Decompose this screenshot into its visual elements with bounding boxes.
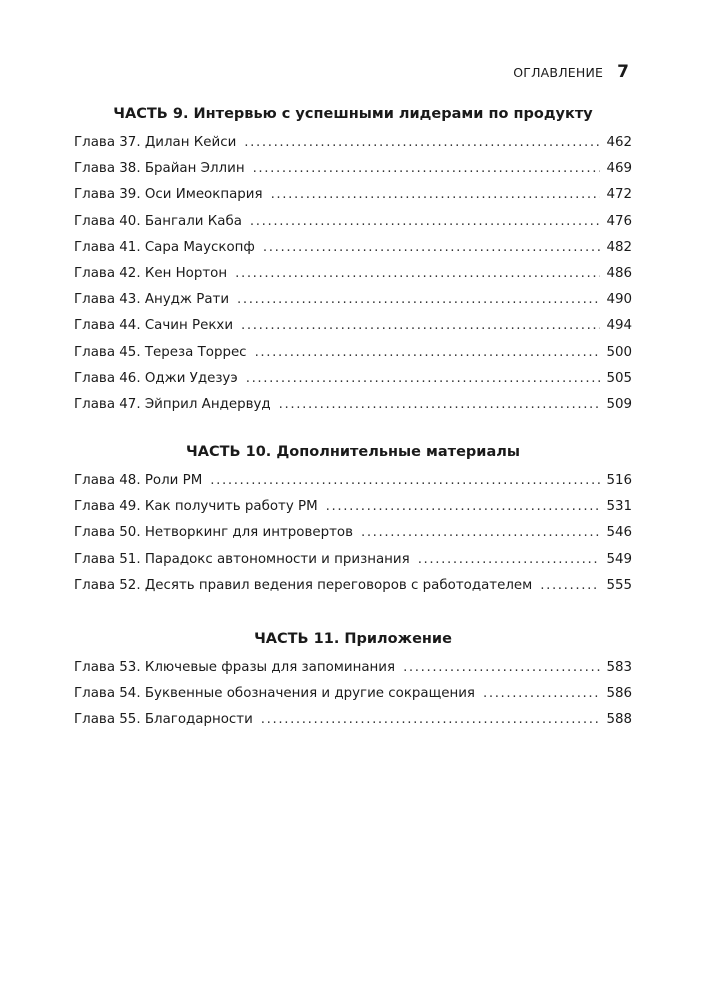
- dot-leader: [279, 392, 601, 418]
- chapter-title: Глава 53. Ключевые фразы для запоминания: [74, 660, 396, 675]
- chapter-title: Глава 39. Оси Имеокпария: [74, 187, 263, 203]
- dot-leader: [246, 366, 601, 392]
- dot-leader: [235, 261, 600, 287]
- toc-entry[interactable]: [74, 340, 632, 366]
- chapter-page: 490: [606, 292, 632, 308]
- toc-entry[interactable]: [74, 130, 632, 156]
- dot-leader: [237, 287, 600, 313]
- dot-leader: [261, 707, 601, 733]
- toc-entry[interactable]: [74, 573, 632, 599]
- chapter-title: Глава 38. Брайан Эллин: [74, 161, 245, 177]
- toc-entry[interactable]: [74, 156, 632, 182]
- dot-leader: [253, 156, 601, 182]
- spacer: [74, 599, 632, 625]
- dot-leader: [483, 681, 600, 707]
- toc-entry[interactable]: [74, 468, 632, 494]
- dot-leader: [250, 209, 601, 235]
- toc-part-9: [74, 100, 632, 418]
- toc-entry[interactable]: [74, 520, 632, 546]
- chapter-page: 531: [606, 499, 632, 515]
- dot-leader: [255, 340, 601, 366]
- chapter-title: Глава 52. Десять правил ведения переговоров с работодателем: [74, 577, 533, 593]
- chapter-page: 472: [606, 187, 632, 203]
- chapter-title: Глава 40. Бангали Каба: [74, 213, 242, 229]
- chapter-title: Глава 55. Благодарности: [74, 712, 253, 728]
- chapter-title: Глава 42. Кен Нортон: [74, 265, 228, 281]
- chapter-page: 583: [606, 660, 632, 675]
- chapter-page: 546: [606, 525, 632, 541]
- chapter-title: Глава 50. Нетворкинг для интровертов: [74, 525, 353, 541]
- spacer: [74, 418, 632, 438]
- chapter-title: Глава 41. Сара Маускопф: [74, 239, 255, 255]
- chapter-page: 494: [606, 318, 632, 334]
- chapter-page: 500: [606, 344, 632, 360]
- chapter-title: Глава 45. Тереза Торрес: [74, 344, 247, 360]
- chapter-page: 486: [606, 265, 632, 281]
- toc-entry[interactable]: [74, 313, 632, 339]
- section-title: ОГЛАВЛЕНИЕ: [513, 65, 604, 80]
- toc-entry[interactable]: [74, 209, 632, 235]
- toc-entry[interactable]: [74, 287, 632, 313]
- dot-leader: [361, 520, 600, 546]
- chapter-page: 509: [606, 396, 632, 412]
- toc-entry[interactable]: [74, 392, 632, 418]
- chapter-title: Глава 37. Дилан Кейси: [74, 135, 237, 150]
- dot-leader: [241, 313, 600, 339]
- dot-leader: [403, 655, 600, 681]
- part-title: ЧАСТЬ 11. Приложение: [254, 631, 452, 647]
- toc-entry[interactable]: [74, 681, 632, 707]
- toc-entry[interactable]: [74, 494, 632, 520]
- toc-entry[interactable]: [74, 261, 632, 287]
- chapter-title: Глава 49. Как получить работу PM: [74, 499, 318, 515]
- chapter-page: 462: [606, 135, 632, 150]
- dot-leader: [210, 468, 600, 494]
- chapter-page: 586: [606, 686, 632, 702]
- toc-entry[interactable]: [74, 366, 632, 392]
- toc-part-10: [74, 438, 632, 599]
- chapter-page: 505: [606, 370, 632, 386]
- table-of-contents: [74, 100, 632, 734]
- dot-leader: [244, 130, 600, 156]
- part-title: ЧАСТЬ 9. Интервью с успешными лидерами по продукту: [113, 106, 593, 122]
- part-title: ЧАСТЬ 10. Дополнительные материалы: [186, 444, 520, 461]
- chapter-title: Глава 46. Оджи Удезуэ: [74, 370, 238, 386]
- chapter-page: 476: [606, 213, 632, 229]
- toc-entry[interactable]: [74, 235, 632, 261]
- chapter-page: 549: [606, 551, 632, 567]
- dot-leader: [418, 547, 601, 573]
- toc-entry[interactable]: [74, 707, 632, 733]
- toc-part-11: [74, 625, 632, 734]
- chapter-title: Глава 47. Эйприл Андервуд: [74, 396, 271, 412]
- chapter-title: Глава 44. Сачин Рекхи: [74, 318, 234, 334]
- chapter-title: Глава 43. Анудж Рати: [74, 292, 230, 308]
- toc-entry[interactable]: [74, 655, 632, 681]
- chapter-title: Глава 54. Буквенные обозначения и другие сокращения: [74, 686, 475, 702]
- chapter-title: Глава 51. Парадокс автономности и признания: [74, 551, 410, 567]
- chapter-page: 482: [606, 239, 632, 255]
- chapter-page: 469: [606, 161, 632, 177]
- chapter-page: 516: [606, 473, 632, 489]
- dot-leader: [263, 235, 601, 261]
- chapter-page: 555: [606, 577, 632, 593]
- dot-leader: [271, 182, 601, 208]
- dot-leader: [326, 494, 601, 520]
- toc-entry[interactable]: [74, 547, 632, 573]
- chapter-page: 588: [606, 712, 632, 728]
- toc-entry[interactable]: [74, 182, 632, 208]
- running-head: [513, 62, 629, 82]
- page-number: 7: [617, 62, 629, 82]
- chapter-title: Глава 48. Роли PM: [74, 473, 203, 489]
- dot-leader: [540, 573, 600, 599]
